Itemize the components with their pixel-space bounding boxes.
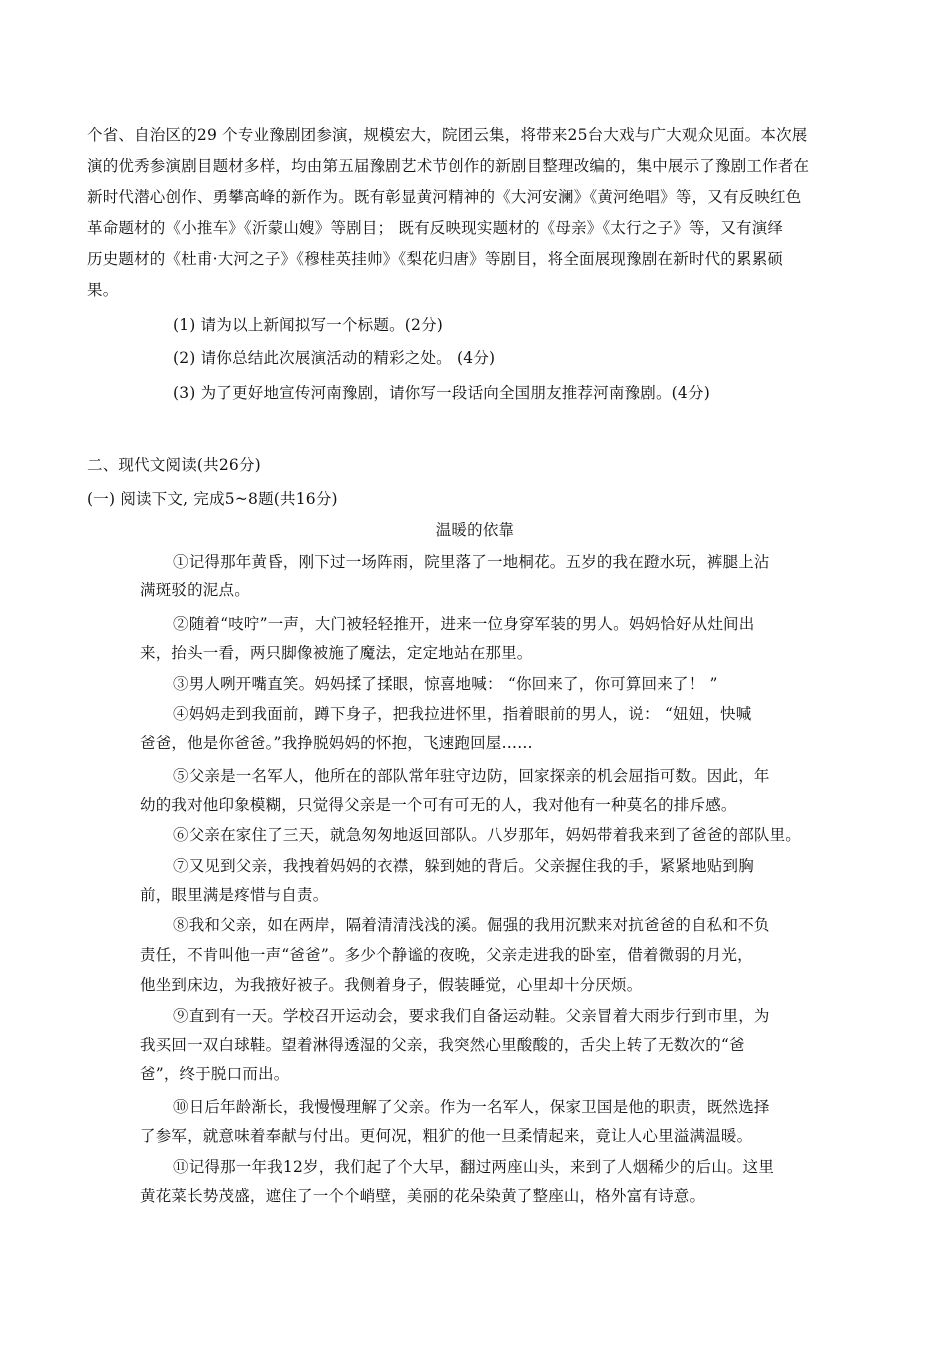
intro-line: 革命题材的《小推车》《沂蒙山嫂》等剧目； 既有反映现实题材的《母亲》《太行之子》等，又有演绎	[87, 219, 784, 237]
paragraph-3: ③男人咧开嘴直笑。妈妈揉了揉眼，惊喜地喊： “你回来了，你可算回来了！ ”	[173, 675, 718, 693]
paragraph-11-cont: 黄花菜长势茂盛，遮住了一个个峭壁，美丽的花朵染黄了整座山，格外富有诗意。	[140, 1187, 706, 1205]
paragraph-1-cont: 满斑驳的泥点。	[140, 581, 250, 599]
intro-line: 演的优秀参演剧目题材多样，均由第五届豫剧艺术节创作的新剧目整理改编的，集中展示了豫剧工作者在	[87, 157, 810, 175]
question-1: (1) 请为以上新闻拟写一个标题。(2分)	[173, 316, 444, 334]
paragraph-10: ⑩日后年龄渐长，我慢慢理解了父亲。作为一名军人，保家卫国是他的职责，既然选择	[173, 1098, 770, 1116]
paragraph-7: ⑦又见到父亲，我拽着妈妈的衣襟，躲到她的背后。父亲握住我的手，紧紧地贴到胸	[173, 857, 754, 875]
paragraph-9-cont: 爸”，终于脱口而出。	[140, 1065, 290, 1083]
paragraph-6: ⑥父亲在家住了三天，就急匆匆地返回部队。八岁那年，妈妈带着我来到了爸爸的部队里。	[173, 826, 802, 844]
paragraph-1: ①记得那年黄昏，刚下过一场阵雨，院里落了一地桐花。五岁的我在蹬水玩，裤腿上沾	[173, 553, 770, 571]
question-3: (3) 为了更好地宣传河南豫剧，请你写一段话向全国朋友推荐河南豫剧。(4分)	[173, 384, 710, 402]
paragraph-8-cont: 责任，不肯叫他一声“爸爸”。多少个静谧的夜晚，父亲走进我的卧室，借着微弱的月光，	[140, 946, 753, 964]
paragraph-2: ②随着“吱咛”一声，大门被轻轻推开，进来一位身穿军装的男人。妈妈恰好从灶间出	[173, 615, 755, 633]
paragraph-9-cont: 我买回一双白球鞋。望着淋得透湿的父亲，我突然心里酸酸的，舌尖上转了无数次的“爸	[140, 1036, 745, 1054]
question-2: (2) 请你总结此次展演活动的精彩之处。 (4分)	[173, 349, 496, 367]
paragraph-9: ⑨直到有一天。学校召开运动会，要求我们自备运动鞋。父亲冒着大雨步行到市里，为	[173, 1007, 770, 1025]
paragraph-10-cont: 了参军，就意味着奉献与付出。更何况，粗犷的他一旦柔情起来，竟让人心里溢满温暖。	[140, 1127, 753, 1145]
paragraph-4-cont: 爸爸，他是你爸爸。”我挣脱妈妈的怀抱，飞速跑回屋……	[140, 734, 533, 752]
section-heading: 二、现代文阅读(共26分)	[87, 456, 261, 474]
sub-section-heading: (一) 阅读下文, 完成5~8题(共16分)	[87, 490, 338, 508]
intro-line: 历史题材的《杜甫·大河之子》《穆桂英挂帅》《梨花归唐》等剧目，将全面展现豫剧在新时代的累累硕	[87, 250, 784, 268]
paragraph-11: ⑪记得那一年我12岁，我们起了个大早，翻过两座山头，来到了人烟稀少的后山。这里	[173, 1158, 775, 1176]
intro-line: 果。	[87, 281, 119, 299]
paragraph-2-cont: 来，抬头一看，两只脚像被施了魔法，定定地站在那里。	[140, 644, 533, 662]
intro-line: 新时代潜心创作、勇攀高峰的新作为。既有彰显黄河精神的《大河安澜》《黄河绝唱》等，又有反映红色	[87, 188, 802, 206]
paragraph-5: ⑤父亲是一名军人，他所在的部队常年驻守边防，回家探亲的机会屈指可数。因此，年	[173, 767, 770, 785]
paragraph-8-cont: 他坐到床边，为我掖好被子。我侧着身子，假装睡觉，心里却十分厌烦。	[140, 976, 643, 994]
intro-line: 个省、自治区的29 个专业豫剧团参演，规模宏大，院团云集，将带来25台大戏与广大观众见面。本次展	[87, 126, 808, 144]
article-title: 温暖的依靠	[435, 521, 515, 539]
paragraph-4: ④妈妈走到我面前，蹲下身子，把我拉进怀里，指着眼前的男人，说： “妞妞，快喊	[173, 705, 752, 723]
paragraph-7-cont: 前，眼里满是疼惜与自责。	[140, 886, 329, 904]
paragraph-8: ⑧我和父亲，如在两岸，隔着清清浅浅的溪。倔强的我用沉默来对抗爸爸的自私和不负	[173, 916, 770, 934]
paragraph-5-cont: 幼的我对他印象模糊，只觉得父亲是一个可有可无的人，我对他有一种莫名的排斥感。	[140, 796, 737, 814]
